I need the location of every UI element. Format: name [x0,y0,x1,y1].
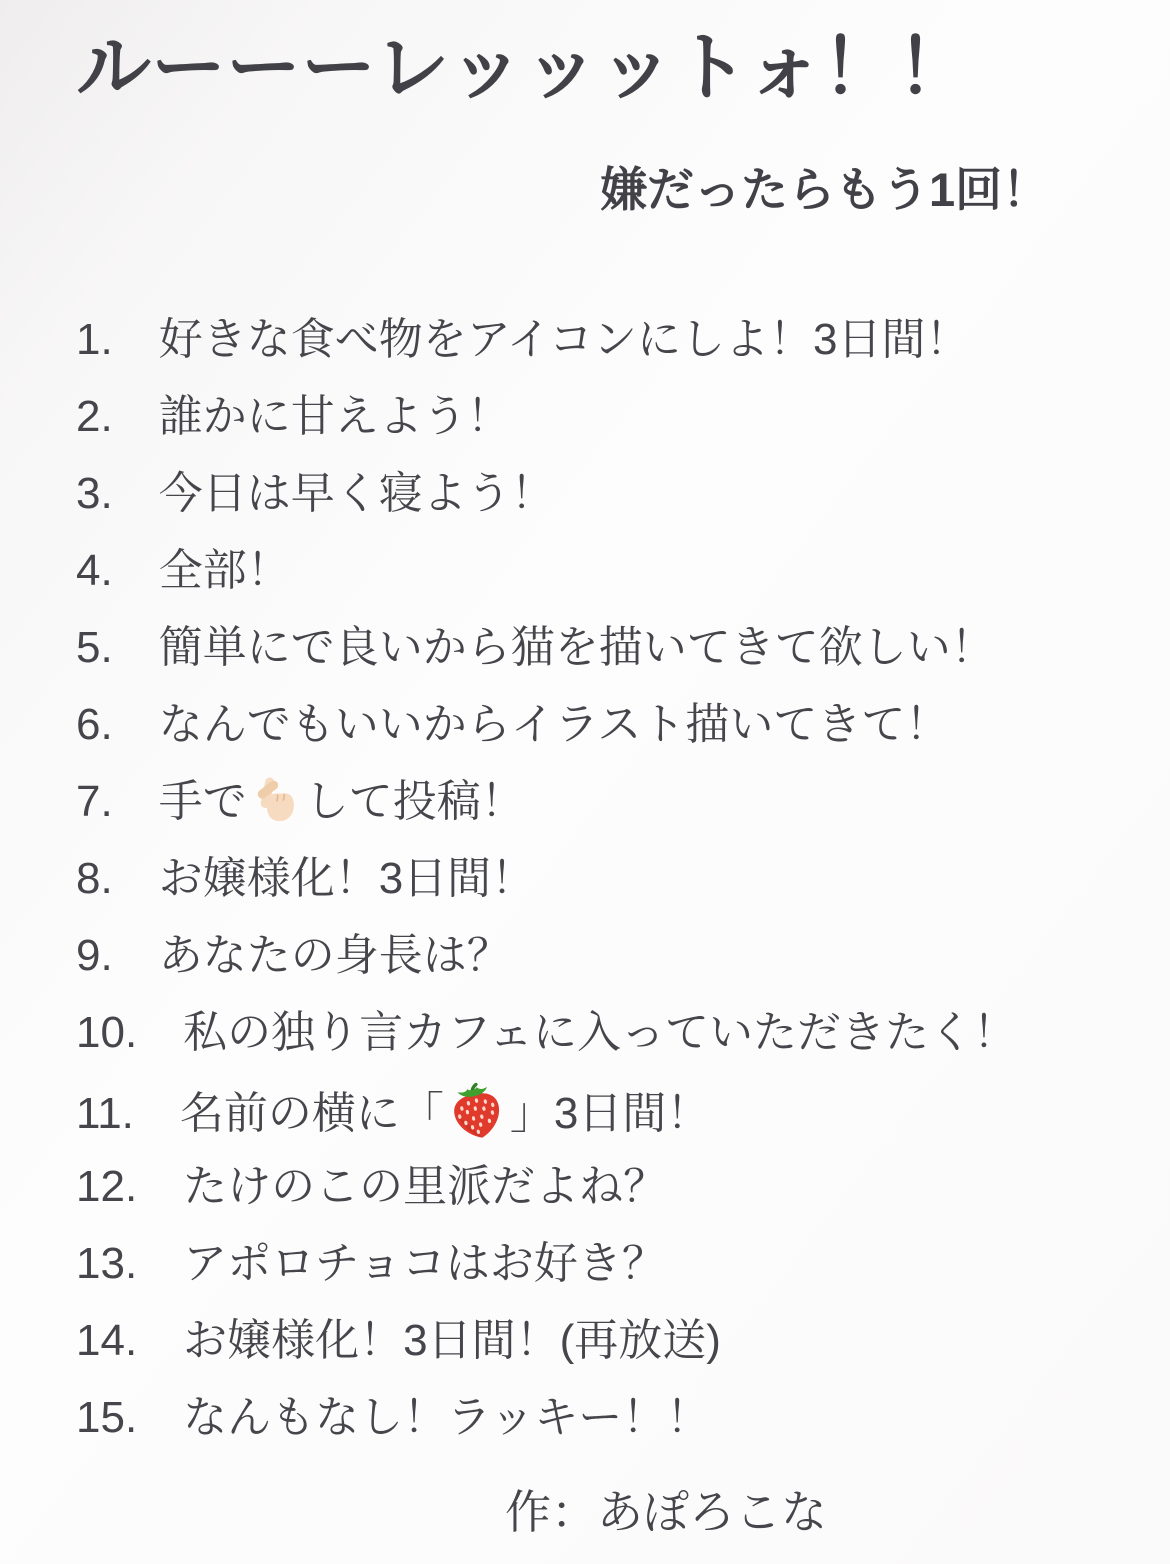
list-item-text: お嬢様化！3日間！ [158,854,536,903]
list-item-number: 14. [76,1316,138,1365]
list-item [76,697,1156,774]
list-item [76,851,1156,928]
list-item-text: 全部！ [158,546,291,595]
list-item-text [159,777,525,826]
page-subtitle: 嫌だったらもう1回！ [600,163,1050,216]
list-item-text: あなたの身長は？ [158,931,511,980]
list-item [76,774,1156,851]
list-item [76,389,1156,466]
list-item [76,1236,1156,1313]
list-item-text: お嬢様化！3日間！(再放送) [183,1316,721,1365]
list-item [76,1082,1156,1159]
page-title: ルーーーレッッットォ！！ [76,25,972,109]
list-item [76,312,1156,389]
list-item-number: 2. [76,392,113,441]
list-item [76,1313,1156,1390]
list-item-number: 1. [76,315,113,364]
list-item-number: 4. [76,546,113,595]
list-item-text [180,1089,710,1138]
finger-heart-icon [250,774,302,826]
list-item-text: たけのこの里派だよね？ [183,1162,668,1211]
list-item [76,928,1156,1005]
list-item-number: 11. [76,1089,134,1138]
list-item-text: なんでもいいからイラスト描いてきて！ [158,700,950,749]
list-item-text: 今日は早く寝よう！ [158,469,555,518]
list-item-text-before: 手で [158,777,247,826]
list-item [76,543,1156,620]
list-item-number: 8. [76,854,113,903]
list-item-number: 9. [76,931,113,980]
list-item-number: 15. [76,1393,138,1442]
list-item [76,466,1156,543]
list-item-number: 13. [76,1239,138,1288]
list-item-text: 誰かに甘えよう！ [158,392,511,441]
roulette-list [76,312,1156,1467]
author-credit: 作：あぽろこな [505,1486,827,1538]
list-item-number: 3. [76,469,113,518]
list-item [76,1390,1156,1467]
list-item-number: 12. [76,1162,138,1211]
list-item-text: 私の独り言カフェに入っていただきたく！ [183,1008,1017,1057]
list-item-number: 10. [76,1008,138,1057]
list-item [76,1159,1156,1236]
list-item-number: 5. [76,623,113,672]
list-item-text-after: 」3日間！ [509,1089,711,1138]
list-item-number: 7. [76,777,113,826]
list-item-text-before: 名前の横に「 [179,1089,444,1138]
list-item-text: アポロチョコはお好き？ [183,1239,666,1288]
list-item-text: 好きな食べ物をアイコンにしよ！3日間！ [158,315,970,364]
list-item-text: なんもなし！ラッキー！！ [183,1393,711,1442]
list-item-text-after: して投稿！ [304,777,525,826]
list-item-number: 6. [76,700,113,749]
list-item-text: 簡単にで良いから猫を描いてきて欲しい！ [158,623,995,672]
list-item [76,620,1156,697]
list-item [76,1005,1156,1082]
strawberry-icon [447,1082,507,1142]
